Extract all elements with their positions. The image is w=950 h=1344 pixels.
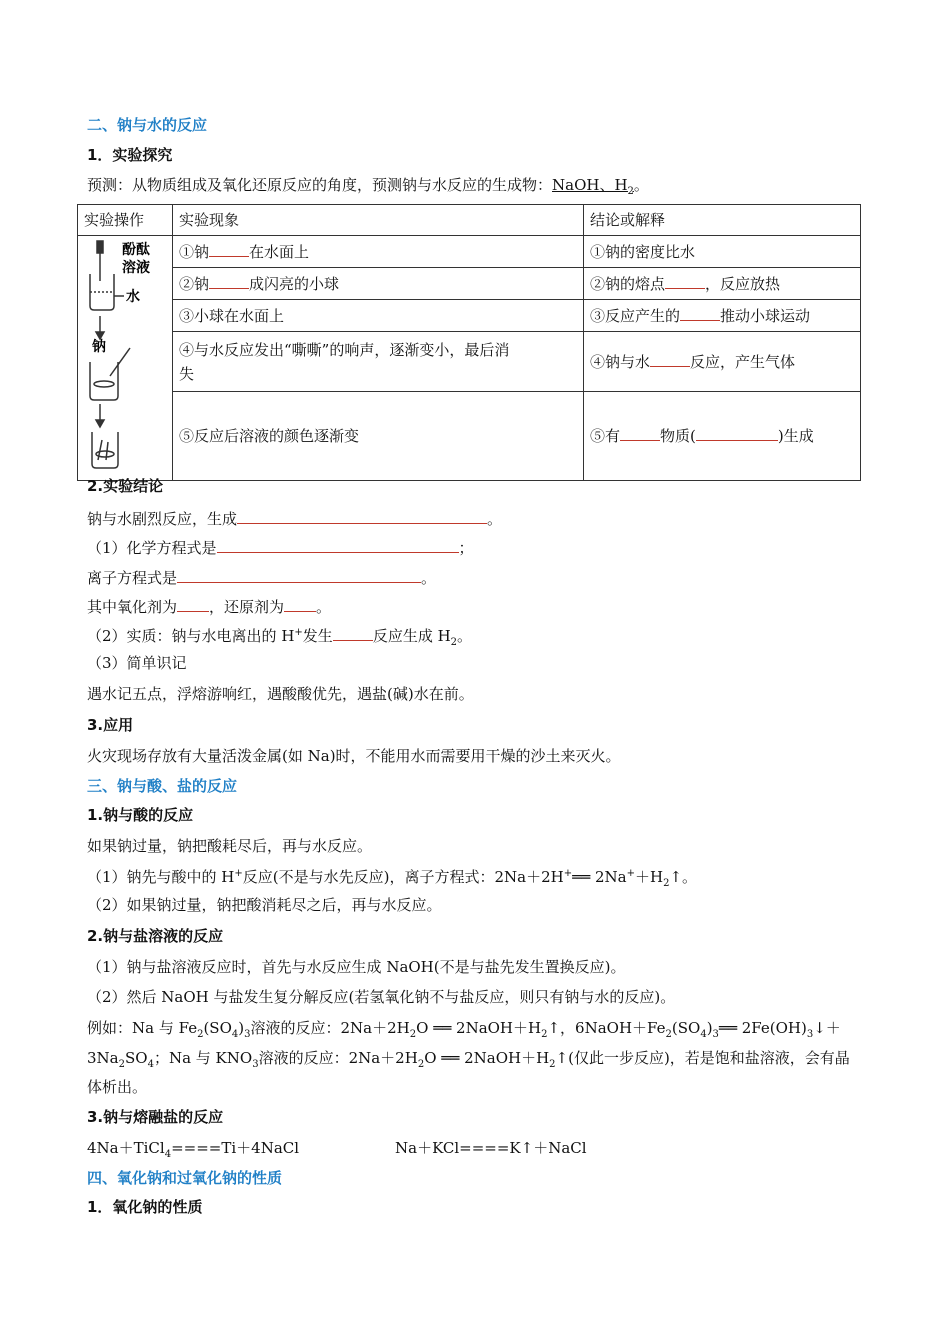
- phenomenon-2: ②钠 成闪亮的小球: [173, 268, 584, 300]
- header-phenomenon: 实验现象: [173, 205, 584, 236]
- subheading-sodium-oxide: 1．氧化钠的性质: [87, 1198, 203, 1216]
- conclusion-line-5: （2）实质：钠与水电离出的 H+发生 反应生成 $H_2$。: [87, 623, 472, 653]
- salt-line-2: （2）然后 NaOH 与盐发生复分解反应(若氢氧化钠不与盐反应，则只有钠与水的反应)。: [87, 988, 676, 1006]
- subheading-experiment: 1．实验探究: [87, 146, 173, 164]
- prediction-line: 预测：从物质组成及氧化还原反应的角度，预测钠与水反应的生成物：NaOH、$H_2$。: [87, 176, 649, 197]
- acid-line-3: （2）如果钠过量，钠把酸消耗尽之后，再与水反应。: [87, 896, 442, 914]
- conclusion-line-2: （1）化学方程式是 ；: [87, 536, 474, 558]
- salt-line-3: 例如：Na 与 $Fe_2(SO_4)_3$溶液的反应：$2Na+2H_2O$ ══ $2NaOH+H_2↑$，$6NaOH+Fe_2(SO_4)_3══$ $2Fe(OH)_3↓+$: [87, 1019, 841, 1040]
- salt-line-5: 体析出。: [87, 1078, 148, 1096]
- phenomenon-4: ④与水反应发出“嘶嘶”的响声，逐渐变小，最后消 失: [173, 332, 584, 392]
- phenomenon-3: ③小球在水面上: [173, 300, 584, 332]
- section-heading-acid-salt: 三、钠与酸、盐的反应: [87, 777, 238, 795]
- conclusion-3: ③反应产生的 推动小球运动: [584, 300, 861, 332]
- label-solution: 溶液: [122, 260, 150, 276]
- acid-line-2: （1）钠先与酸中的 H+反应(不是与水先反应)，离子方程式：2Na＋2H+══ $2Na^++H_2↑$。: [87, 868, 698, 889]
- prediction-text: 预测：从物质组成及氧化还原反应的角度，预测钠与水反应的生成物：: [87, 176, 553, 194]
- experiment-illustration-cell: [78, 236, 173, 481]
- subheading-acid: 1.钠与酸的反应: [87, 806, 194, 824]
- acid-line-1: 如果钠过量，钠把酸耗尽后，再与水反应。: [87, 837, 373, 855]
- conclusion-line-6: （3）简单识记: [87, 654, 187, 672]
- label-water: 水: [126, 289, 140, 305]
- subheading-application: 3.应用: [87, 716, 134, 734]
- salt-line-1: （1）钠与盐溶液反应时，首先与水反应生成 NaOH(不是与盐先发生置换反应)。: [87, 958, 626, 976]
- molten-equation-1: 4Na＋TiCl$_4$====Ti＋4NaCl: [87, 1139, 300, 1160]
- conclusion-4: ④钠与水 反应，产生气体: [584, 332, 861, 392]
- conclusion-line-3: 离子方程式是 。: [87, 566, 436, 588]
- prediction-answer: NaOH、$H_2$: [552, 176, 634, 197]
- section-heading-sodium-water: 二、钠与水的反应: [87, 116, 208, 134]
- salt-line-4: $3Na_2SO_4$；Na 与 $KNO_3$溶液的反应：$2Na+2H_2O$ ══ $2NaOH+H_2↑$(仅此一步反应)，若是饱和盐溶液，会有晶: [87, 1049, 850, 1070]
- subheading-conclusion: 2.实验结论: [87, 477, 164, 495]
- conclusion-line-4: 其中氧化剂为 ，还原剂为 。: [87, 595, 331, 617]
- experiment-table: [77, 204, 861, 481]
- subheading-molten-salt: 3.钠与熔融盐的反应: [87, 1108, 224, 1126]
- experiment-illustration: [78, 236, 172, 473]
- phenomenon-5: ⑤反应后溶液的颜色逐渐变: [173, 392, 584, 481]
- header-conclusion: 结论或解释: [584, 205, 861, 236]
- section-heading-oxides: 四、氧化钠和过氧化钠的性质: [87, 1169, 283, 1187]
- phenomenon-1: ①钠 在水面上: [173, 236, 584, 268]
- label-sodium: 钠: [92, 339, 106, 355]
- label-phenolphthalein: 酚酞: [122, 242, 150, 258]
- conclusion-line-1: 钠与水剧烈反应，生成 。: [87, 507, 502, 529]
- conclusion-1: ①钠的密度比水: [584, 236, 861, 268]
- application-line: 火灾现场存放有大量活泼金属(如 Na)时，不能用水而需要用干燥的沙土来灭火。: [87, 747, 621, 765]
- conclusion-line-7: 遇水记五点，浮熔游响红，遇酸酸优先，遇盐(碱)水在前。: [87, 685, 474, 703]
- conclusion-5: ⑤有 物质( )生成: [584, 392, 861, 481]
- conclusion-2: ②钠的熔点 ，反应放热: [584, 268, 861, 300]
- subheading-salt-solution: 2.钠与盐溶液的反应: [87, 927, 224, 945]
- header-operation: 实验操作: [78, 205, 173, 236]
- molten-equation-2: Na＋KCl====K↑＋NaCl: [395, 1139, 587, 1157]
